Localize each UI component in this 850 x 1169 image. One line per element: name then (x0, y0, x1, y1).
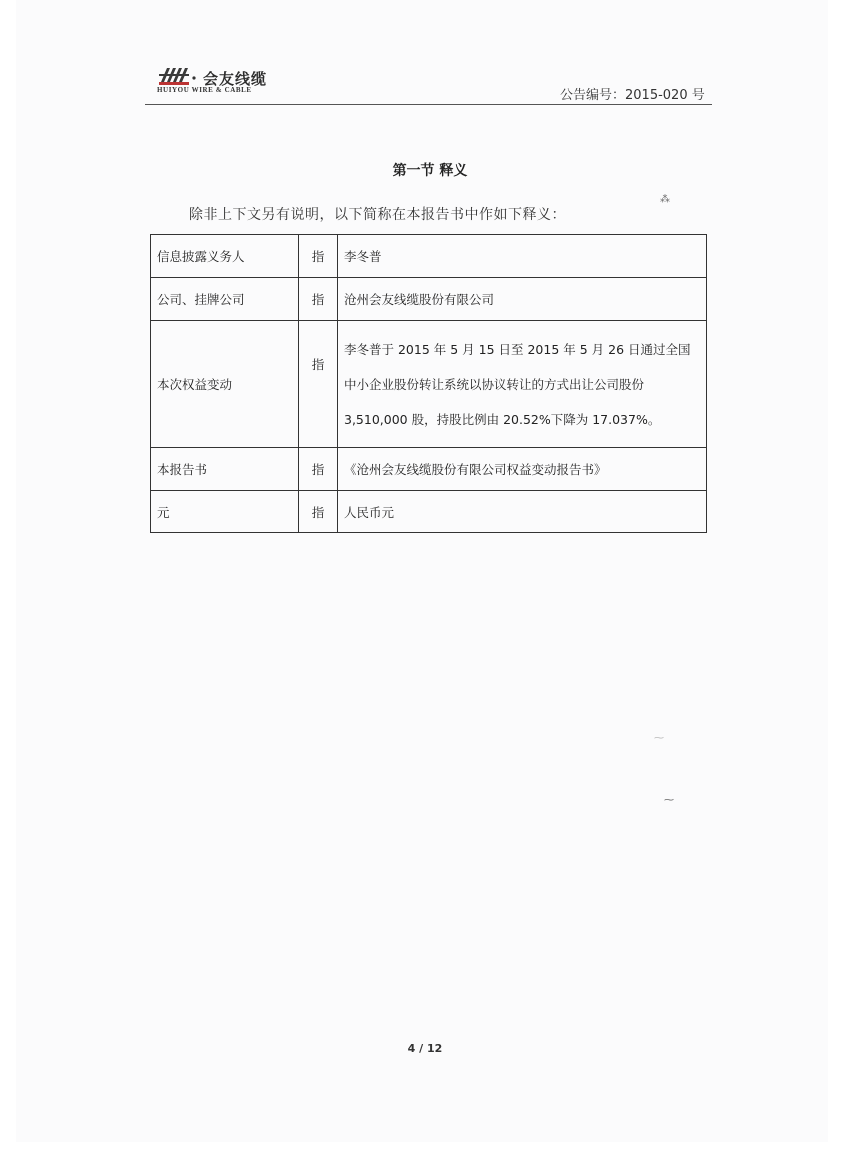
header-divider (145, 104, 712, 105)
company-logo (157, 66, 307, 96)
definitions-table (150, 234, 707, 533)
logo-company-name-en: HUIYOU WIRE & CABLE (157, 86, 252, 94)
pointer-cell: 指 (299, 235, 338, 278)
table-row (151, 448, 707, 491)
meaning-cell: 李冬普于 2015 年 5 月 15 日至 2015 年 5 月 26 日通过全国中小企业股份转让系统以协议转让的方式出让公司股份 3,510,000 股，持股比例由 20.52%下降为 17.037%。 (338, 321, 707, 448)
notice-number: 公告编号：2015-020 号 (560, 88, 705, 103)
pointer-cell: 指 (299, 448, 338, 491)
scan-speck: ⁓ (654, 733, 664, 744)
term-cell: 信息披露义务人 (151, 235, 299, 278)
term-cell: 本报告书 (151, 448, 299, 491)
term-cell: 本次权益变动 (151, 321, 299, 448)
pointer-cell: 指 (299, 321, 338, 448)
scan-speck: ⁓ (664, 795, 674, 806)
meaning-cell: 人民币元 (338, 491, 707, 533)
term-cell: 元 (151, 491, 299, 533)
scan-speck: ⁂ (660, 194, 670, 205)
table-row (151, 321, 707, 448)
meaning-cell: 《沧州会友线缆股份有限公司权益变动报告书》 (338, 448, 707, 491)
pointer-cell: 指 (299, 278, 338, 321)
term-cell: 公司、挂牌公司 (151, 278, 299, 321)
section-title: 第一节 释义 (392, 163, 468, 179)
table-row (151, 278, 707, 321)
meaning-cell: 沧州会友线缆股份有限公司 (338, 278, 707, 321)
meaning-cell: 李冬普 (338, 235, 707, 278)
table-row (151, 235, 707, 278)
logo-company-name-cn: 会友线缆 (203, 70, 268, 88)
pointer-cell: 指 (299, 491, 338, 533)
logo-mark-icon (157, 66, 197, 86)
table-row (151, 491, 707, 533)
intro-text: 除非上下文另有说明，以下简称在本报告书中作如下释义： (189, 207, 566, 223)
page-number: 4 / 12 (407, 1042, 443, 1055)
